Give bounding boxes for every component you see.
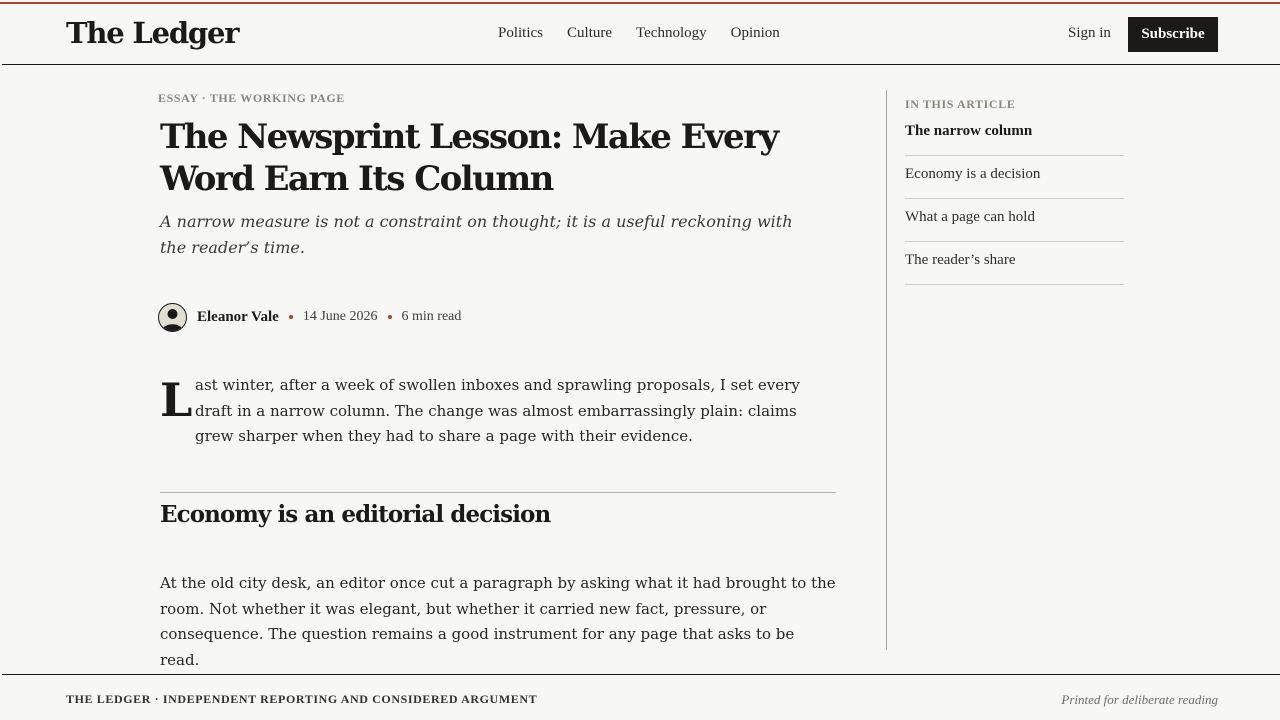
sign-in-link[interactable]: Sign in <box>1068 25 1111 41</box>
publish-date: 14 June 2026 <box>302 309 378 324</box>
read-time: 6 min read <box>401 309 462 324</box>
author-avatar <box>158 303 187 332</box>
toc-item-narrow-column[interactable]: The narrow column <box>905 120 1124 156</box>
subscribe-button[interactable]: Subscribe <box>1128 17 1218 52</box>
section-heading: Economy is an editorial decision <box>160 501 551 528</box>
article-kicker: ESSAY · THE WORKING PAGE <box>158 91 345 105</box>
lede-text: ast winter, after a week of swollen inboxes and sprawling proposals, I set every draft in a narrow column. The change was almost embarrassingly plain: claims grew sharper when they had to share a page with their evidence. <box>195 376 800 445</box>
article-title: The Newsprint Lesson: Make Every Word Earn Its Column <box>160 117 778 199</box>
nav-opinion[interactable]: Opinion <box>730 25 780 41</box>
section-divider <box>160 492 836 493</box>
footer-note: Printed for deliberate reading <box>1061 692 1218 707</box>
main-nav <box>498 25 780 42</box>
table-of-contents <box>905 97 1124 285</box>
person-icon <box>159 304 186 331</box>
site-footer <box>2 674 1280 720</box>
separator-dot <box>289 315 293 319</box>
toc-item-readers-share[interactable]: The reader’s share <box>905 242 1124 285</box>
article-dek: A narrow measure is not a constraint on thought; it is a useful reckoning with the reader’s time. <box>160 212 793 257</box>
toc-item-economy[interactable]: Economy is a decision <box>905 156 1124 199</box>
footer-tagline: THE LEDGER · INDEPENDENT REPORTING AND CONSIDERED ARGUMENT <box>66 692 538 706</box>
author-name[interactable]: Eleanor Vale <box>197 308 279 325</box>
site-header <box>2 4 1280 65</box>
nav-politics[interactable]: Politics <box>498 25 544 41</box>
lede-paragraph <box>160 373 828 450</box>
sidebar-divider <box>886 90 887 650</box>
nav-culture[interactable]: Culture <box>567 25 613 41</box>
toc-item-page-hold[interactable]: What a page can hold <box>905 199 1124 242</box>
site-logo[interactable]: The Ledger <box>66 16 239 50</box>
byline <box>158 301 461 333</box>
separator-dot <box>388 315 392 319</box>
body-paragraph: At the old city desk, an editor once cut a paragraph by asking what it had brought to the room. Not whether it was elegant, but whether it carried new fact, pressure, or consequence. The question remains a good instrument for any page that asks to be read. <box>160 574 836 669</box>
nav-technology[interactable]: Technology <box>636 25 707 41</box>
toc-heading: IN THIS ARTICLE <box>905 97 1016 111</box>
drop-cap: L <box>160 373 193 427</box>
